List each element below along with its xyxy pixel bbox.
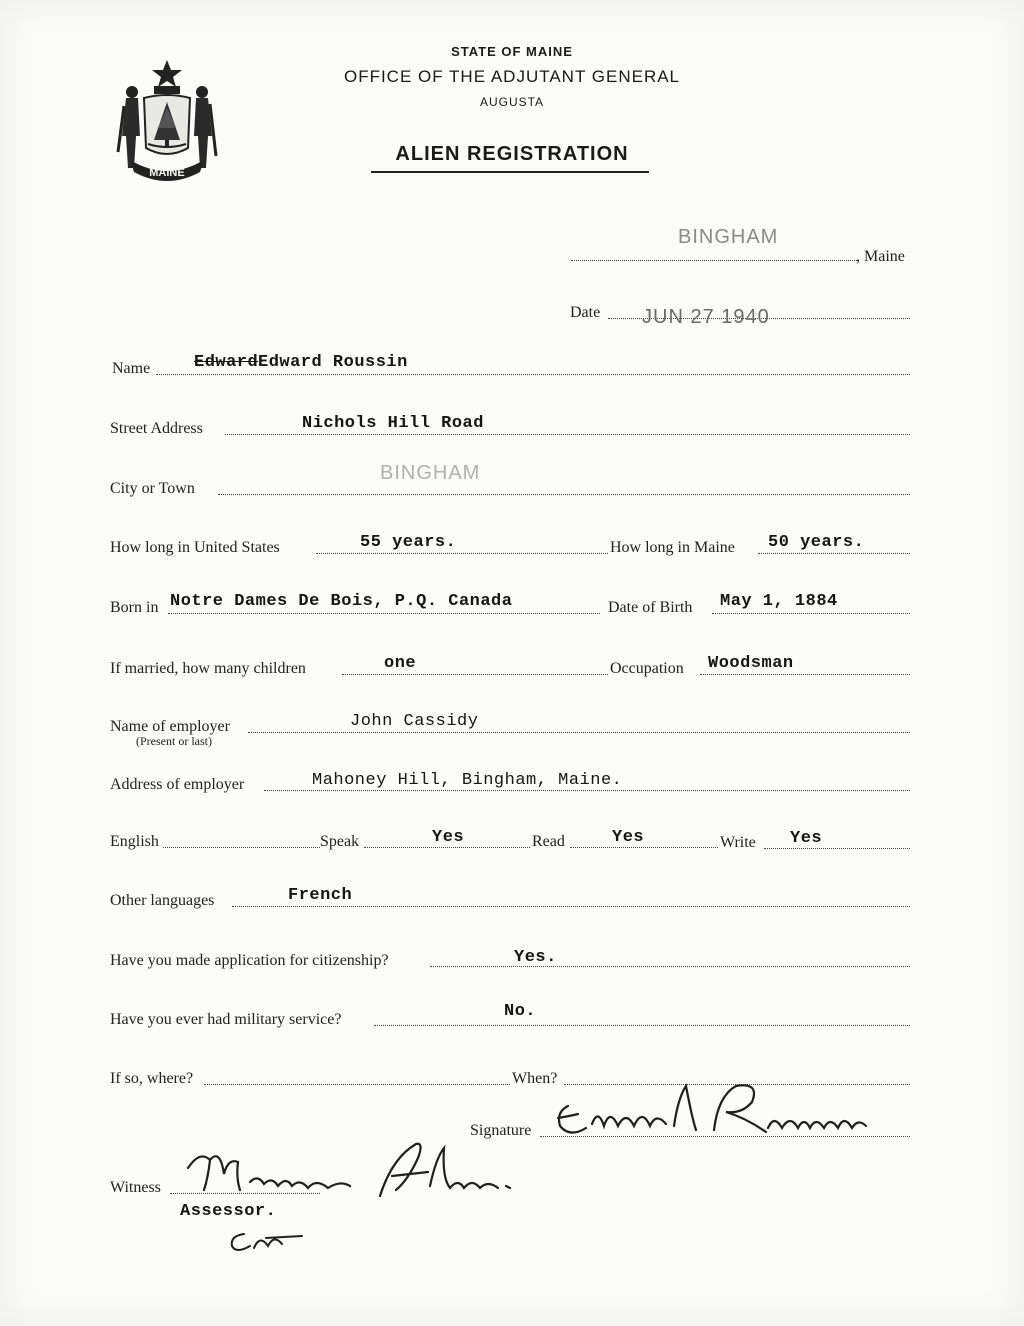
occupation-value: Woodsman — [708, 654, 794, 673]
applicant-signature — [546, 1078, 876, 1148]
state-heading: STATE OF MAINE — [451, 44, 573, 59]
born-value: Notre Dames De Bois, P.Q. Canada — [170, 592, 513, 611]
witness-title: Assessor. — [180, 1202, 277, 1221]
date-stamp: JUN 27 1940 — [642, 306, 770, 328]
city-label: City or Town — [110, 480, 195, 497]
witness-label: Witness — [110, 1179, 161, 1196]
military-line — [374, 1025, 910, 1026]
location-stamp: BINGHAM — [678, 226, 779, 248]
maine-years-value: 50 years. — [768, 533, 865, 552]
occupation-label: Occupation — [610, 660, 684, 677]
city-line — [218, 494, 910, 495]
citizenship-label: Have you made application for citizenship? — [110, 952, 389, 969]
speak-line — [364, 847, 530, 848]
write-line — [764, 848, 910, 849]
signature-label: Signature — [470, 1122, 532, 1139]
children-line — [342, 674, 608, 675]
assessor-initials — [226, 1226, 306, 1256]
citizenship-value: Yes. — [514, 948, 557, 967]
location-suffix: , Maine — [856, 248, 905, 265]
military-value: No. — [504, 1002, 537, 1021]
maine-state-seal-icon — [114, 56, 220, 184]
office-heading: OFFICE OF THE ADJUTANT GENERAL — [343, 67, 681, 86]
when-label: When? — [512, 1070, 558, 1087]
street-label: Street Address — [110, 420, 203, 437]
children-label: If married, how many children — [110, 660, 306, 677]
military-label: Have you ever had military service? — [110, 1011, 342, 1028]
location-line — [571, 260, 857, 261]
title-underline — [371, 171, 649, 173]
born-label: Born in — [110, 599, 159, 616]
dob-line — [712, 613, 910, 614]
maine-years-label: How long in Maine — [610, 539, 735, 556]
seal-label: MAINE — [149, 167, 185, 179]
children-value: one — [384, 654, 417, 673]
dob-label: Date of Birth — [608, 599, 693, 616]
form-title: ALIEN REGISTRATION — [395, 143, 629, 165]
other-languages-value: French — [288, 886, 353, 905]
name-struck: Edward — [194, 353, 259, 372]
employer-address-label: Address of employer — [110, 776, 245, 793]
english-line — [163, 847, 320, 848]
read-value: Yes — [612, 828, 645, 847]
speak-value: Yes — [432, 828, 465, 847]
read-line — [570, 847, 718, 848]
employer-note: (Present or last) — [136, 734, 212, 748]
english-label: English — [110, 833, 159, 850]
born-line — [168, 613, 600, 614]
us-years-value: 55 years. — [360, 533, 457, 552]
where-line — [204, 1084, 510, 1085]
read-label: Read — [532, 833, 565, 850]
city-stamp: BINGHAM — [380, 462, 481, 484]
name-line — [156, 374, 910, 375]
name-value: Edward Roussin — [258, 353, 408, 372]
employer-value: John Cassidy — [350, 712, 479, 731]
employer-address-value: Mahoney Hill, Bingham, Maine. — [312, 771, 623, 790]
speak-label: Speak — [320, 833, 360, 850]
dob-value: May 1, 1884 — [720, 592, 838, 611]
occupation-line — [700, 674, 910, 675]
us-years-line — [316, 553, 608, 554]
name-label: Name — [112, 360, 151, 377]
street-line — [225, 434, 910, 435]
maine-years-line — [758, 553, 910, 554]
employer-line — [248, 732, 910, 733]
witness-signature — [180, 1138, 520, 1208]
write-value: Yes — [790, 829, 823, 848]
date-label: Date — [570, 304, 601, 321]
employer-label: Name of employer — [110, 718, 230, 735]
city-heading: AUGUSTA — [479, 95, 545, 109]
where-label: If so, where? — [110, 1070, 194, 1087]
street-value: Nichols Hill Road — [302, 414, 484, 433]
other-languages-label: Other languages — [110, 892, 215, 909]
us-years-label: How long in United States — [110, 539, 280, 556]
write-label: Write — [720, 834, 756, 851]
employer-address-line — [264, 790, 910, 791]
citizenship-line — [430, 966, 910, 967]
other-languages-line — [232, 906, 910, 907]
